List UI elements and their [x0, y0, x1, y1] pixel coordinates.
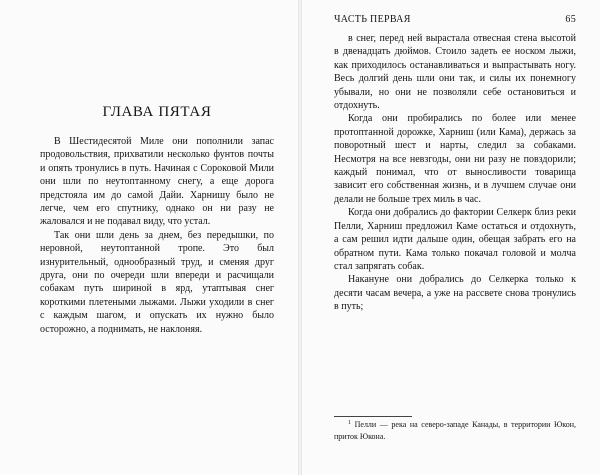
left-page — [0, 0, 298, 475]
left-paragraph-2: Так они шли день за днем, без передышки, по неровной, неутоптанной тропе. Это был изнурительный, однообразный труд, и сменяя друг друга, они по очереди шли впереди и расчищали собакам путь шириной в ярд, утаптывая снег короткими плетеными лыжами. Лыжи уходили в снег с каждым шагом, и опускать их нужно было осторожно, а поднимать, не наклоняя. — [40, 229, 274, 335]
right-paragraph-4: Накануне они добрались до Селкерка только к десяти часам вечера, а уже на рассвете снова тронулись в путь; — [334, 274, 576, 313]
page-number: 65 — [565, 14, 576, 25]
right-page — [302, 0, 600, 475]
right-paragraph-3: Когда они добрались до фактории Селкерк близ реки Пелли, Харниш предложил Каме остаться и отдохнуть, а сам решил идти дальше один, обещая забрать его на обратном пути. Кама только покачал головой и молча стал запрягать собак. — [334, 207, 576, 272]
footnote-marker: 1 — [348, 420, 351, 426]
chapter-title: ГЛАВА ПЯТАЯ — [102, 104, 212, 120]
right-body-text — [334, 32, 576, 392]
right-paragraph-2: Когда они пробирались по более или менее протоптанной дорожке, Харниш (или Кама), держась за поворотный шест и нарты, следил за собаками. Несмотря на все невзгоды, они ни разу не повздорили; каждый понимал, что от выносливости товарища зависит его собственная жизнь, и в лучшем случае они делали не больше трех миль в час. — [334, 113, 576, 205]
left-body-text — [40, 135, 274, 469]
footnote-text: Пелли — река на северо-западе Канады, в территории Юкон, приток Юкона. — [334, 420, 576, 441]
left-paragraph-1: В Шестидесятой Миле они пополнили запас продовольствия, прихватили несколько фунтов почты и опять тронулись в путь. Начиная с Сороковой Мили они шли по неутоптанному снегу, а еще дорога предстояла им до самой Дайи. Харнишу было не легче, чем его спутнику, однако он ни разу не жаловался и не подавал виду, что устал. — [40, 136, 274, 228]
running-head — [334, 14, 576, 27]
running-head-title: ЧАСТЬ ПЕРВАЯ — [334, 14, 411, 25]
footnote-divider — [334, 416, 412, 417]
right-paragraph-1: в снег, перед ней вырастала отвесная стена высотой в двенадцать дюймов. Стоило задеть ее носком лыжи, как приходилось останавливаться и выпрастывать ногу. Весь долгий день шли они так, и силы их понемногу убывали, но они не позволяли себе остановиться и отдохнуть. — [334, 33, 576, 112]
footnote — [334, 420, 576, 442]
